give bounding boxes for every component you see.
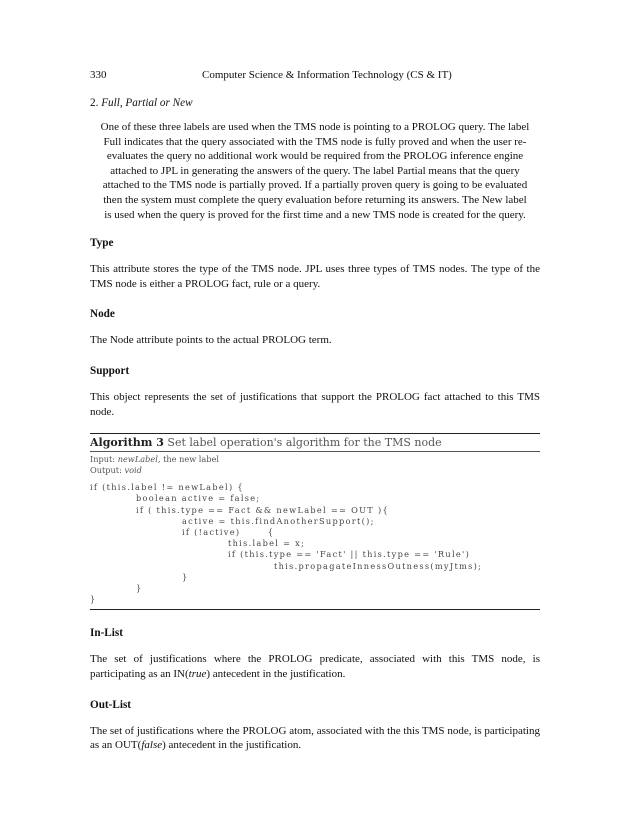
- journal-title: Computer Science & Information Technology (CS & IT): [202, 69, 452, 81]
- algorithm-label: Algorithm 3: [90, 436, 164, 450]
- code-line: if ( this.type == Fact && newLabel == OUT ){: [136, 504, 389, 515]
- in-list-heading: In-List: [90, 627, 123, 640]
- code-line: if (this.label != newLabel) {: [90, 482, 244, 493]
- input-var: newLabel,: [117, 454, 161, 465]
- out-list-paragraph: [90, 724, 540, 753]
- code-line: active = this.findAnotherSupport();: [182, 515, 375, 526]
- code-line: }: [90, 594, 97, 605]
- in-list-text-end: ) antecedent in the justification.: [206, 667, 346, 680]
- intro-paragraph: [90, 120, 540, 222]
- support-paragraph: This object represents the set of justifications that support the PROLOG fact attached to this TMS node.: [90, 390, 540, 418]
- algorithm-caption-text: Set label operation's algorithm for the TMS node: [167, 436, 442, 450]
- algorithm-caption: [90, 436, 540, 452]
- paper-page: [90, 68, 540, 753]
- in-list-italic: true: [188, 667, 207, 680]
- node-heading: Node: [90, 308, 115, 321]
- code-line: if (this.type == 'Fact' || this.type == 'Rule'): [228, 549, 471, 560]
- code-line: this.propagateInnessOutness(myJtms);: [274, 560, 483, 571]
- code-line: }: [136, 582, 143, 593]
- output-var: void: [124, 465, 142, 476]
- algorithm-output: [90, 465, 540, 476]
- intro-line: attached to the TMS node is partially proved. If a partially proven query is going to be evaluated: [102, 179, 528, 192]
- out-list-heading: Out-List: [90, 698, 132, 711]
- intro-line: then the system must complete the query evaluation before returning its answers. The New label: [103, 193, 527, 206]
- code-line: boolean active = false;: [136, 493, 261, 504]
- section-title-text: Full, Partial or New: [101, 97, 193, 109]
- node-paragraph: The Node attribute points to the actual PROLOG term.: [90, 334, 332, 347]
- section-number: 2.: [90, 97, 99, 109]
- intro-line: One of these three labels are used when the TMS node is pointing to a PROLOG query. The label: [100, 121, 530, 133]
- intro-line: is used when the query is proved for the first time and a new TMS node is created for the query.: [104, 208, 526, 221]
- out-list-italic: false: [141, 739, 163, 752]
- intro-line: attached to JPL in generating the answers of the query. The label Partial means that the query: [110, 164, 520, 177]
- code-line: this.label = x;: [228, 538, 306, 549]
- intro-line: Full indicates that the query associated with the TMS node is fully proved and when the user re-: [103, 135, 527, 148]
- in-list-text: The set of justifications where the PROLOG predicate, associated with this TMS node, is participating as an IN(: [90, 653, 540, 680]
- page-number: 330: [90, 69, 107, 81]
- output-label: Output:: [90, 465, 122, 476]
- out-list-text: The set of justifications where the PROLOG atom, associated with the this TMS node, is participating as an OUT(: [90, 724, 540, 752]
- page-header: [90, 68, 540, 82]
- code-line: if (!active) {: [182, 526, 275, 537]
- code-line: }: [182, 571, 189, 582]
- in-list-paragraph: [90, 652, 540, 681]
- input-label: Input:: [90, 454, 116, 465]
- type-paragraph: This attribute stores the type of the TMS node. JPL uses three types of TMS nodes. The type of the TMS node is either a PROLOG fact, rule or a query.: [90, 263, 540, 290]
- algorithm-code: [90, 482, 540, 605]
- input-desc: the new label: [163, 454, 220, 465]
- section-title: [90, 96, 540, 110]
- out-list-text-end: ) antecedent in the justification.: [162, 739, 302, 752]
- intro-line: evaluates the query no additional work would be required from the PROLOG inference engine: [106, 150, 524, 163]
- type-heading: Type: [90, 237, 114, 250]
- algorithm-input: [90, 454, 540, 465]
- support-heading: Support: [90, 364, 130, 377]
- algorithm-box: [90, 433, 540, 610]
